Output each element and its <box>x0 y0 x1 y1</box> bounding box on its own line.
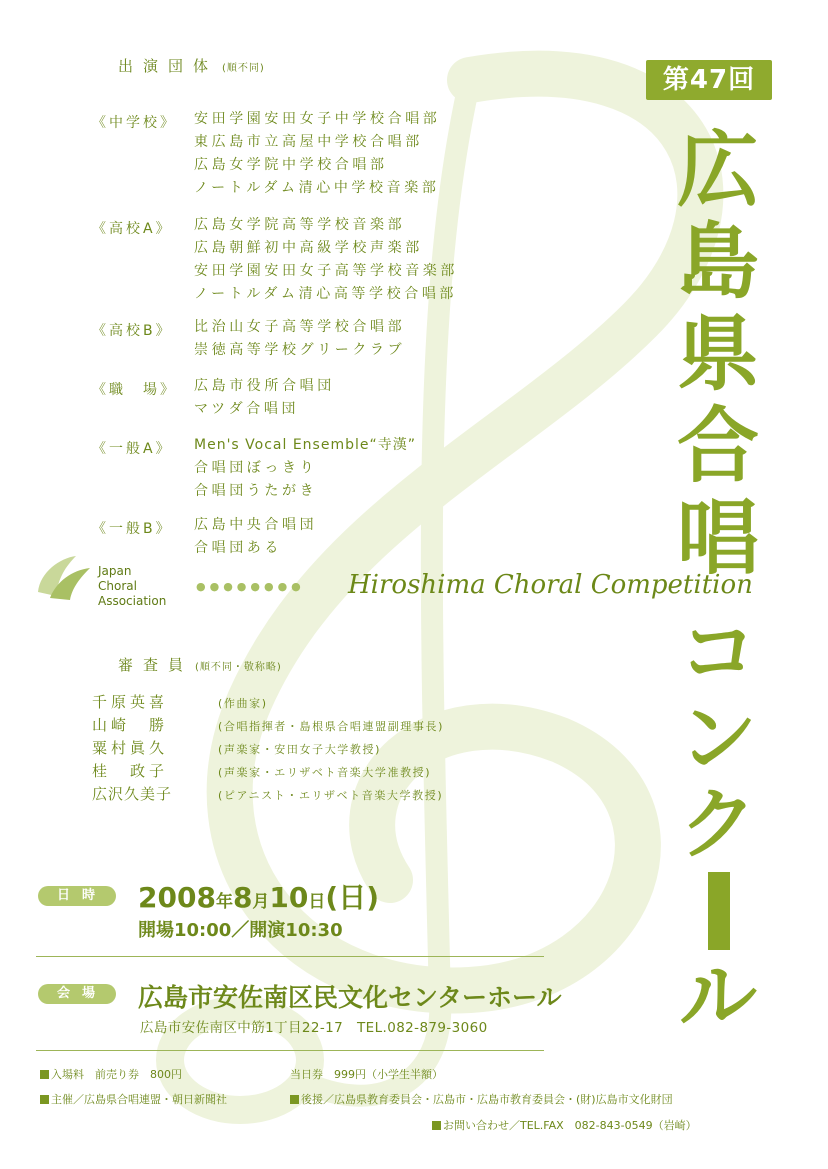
open-time: 開場10:00／開演10:30 <box>138 920 343 941</box>
judge-name: 桂 政子 <box>92 762 169 780</box>
group-name: 合唱団うたがき <box>194 483 318 499</box>
venue-name: 広島市安佐南区民文化センターホール <box>138 983 562 1012</box>
title-char: 唱 <box>676 491 759 586</box>
group-list-high-school-a <box>194 214 458 306</box>
group-name: 広島朝鮮初中高級学校声楽部 <box>194 240 423 256</box>
contact-text: お問い合わせ／TEL.FAX 082-843-0549（岩崎） <box>443 1119 697 1132</box>
group-name: 広島女学院中学校合唱部 <box>194 157 388 173</box>
group-name: マツダ合唱団 <box>194 401 300 417</box>
title-char: 広 <box>676 123 759 218</box>
judge-role: (声楽家・エリザベト音楽大学准教授) <box>218 766 432 779</box>
judge-role: (合唱指揮者・島根県合唱連盟副理事長) <box>218 720 444 733</box>
title-char: コ <box>678 608 757 698</box>
title-char: 合 <box>676 399 759 494</box>
group-name: 比治山女子高等学校合唱部 <box>194 319 406 335</box>
group-list-junior-high <box>194 108 440 200</box>
performers-title: 出演団体 <box>118 57 219 75</box>
title-chouon-bar <box>708 872 730 950</box>
category-high-school-b: 《高校B》 <box>92 323 173 339</box>
group-name: 東広島市立高屋中学校合唱部 <box>194 134 423 150</box>
group-name: ノートルダム清心中学校音楽部 <box>194 180 440 196</box>
group-list-high-school-b <box>194 316 405 362</box>
divider <box>36 956 544 957</box>
performers-note: (順不同) <box>222 63 265 74</box>
group-name: 合唱団ある <box>194 540 282 556</box>
organizer-info <box>40 1091 227 1107</box>
group-name: 安田学園安田女子高等学校音楽部 <box>194 263 458 279</box>
category-general-a: 《一般A》 <box>92 441 173 457</box>
english-title: Hiroshima Choral Competition <box>348 570 753 600</box>
logo-line: Choral <box>98 579 137 593</box>
date-month-unit: 月 <box>252 892 270 912</box>
square-bullet-icon <box>290 1095 299 1104</box>
group-list-workplace <box>194 375 335 421</box>
jca-logo-icon <box>30 552 96 602</box>
group-name: 安田学園安田女子中学校合唱部 <box>194 111 441 127</box>
admission-text: 入場料 前売り券 800円 <box>51 1068 182 1081</box>
group-list-general-b <box>194 514 317 560</box>
judges-title: 審査員 <box>118 656 194 674</box>
logo-line: Japan <box>98 564 132 578</box>
group-name: ノートルダム清心高等学校合唱部 <box>194 286 458 302</box>
date-day: 10 <box>269 881 309 914</box>
judge-name: 広沢久美子 <box>92 785 173 803</box>
contact-info <box>432 1117 697 1133</box>
divider <box>36 1050 544 1051</box>
judge-role: (ピアニスト・エリザベト音楽大学教授) <box>218 789 444 802</box>
square-bullet-icon <box>40 1095 49 1104</box>
date-weekday: (日) <box>325 881 379 914</box>
title-char: 県 <box>676 307 759 402</box>
judge-name: 山崎 勝 <box>92 716 169 734</box>
dot-separator: ●●●●●●●● <box>196 580 305 593</box>
group-name: 広島市役所合唱団 <box>194 378 335 394</box>
organizer-text: 主催／広島県合唱連盟・朝日新聞社 <box>51 1093 227 1106</box>
same-day-info: 当日券 999円（小学生半額） <box>290 1068 443 1081</box>
judge-name: 千原英喜 <box>92 693 169 711</box>
title-char: ン <box>678 694 757 784</box>
date-month: 8 <box>232 881 253 914</box>
square-bullet-icon <box>40 1070 49 1079</box>
judges-heading <box>118 654 282 675</box>
logo-line: Association <box>98 594 167 608</box>
judges-note: (順不同・敬称略) <box>195 662 282 673</box>
admission-info <box>40 1066 182 1082</box>
date-year: 2008 <box>138 881 216 914</box>
jca-logo-text <box>98 564 166 609</box>
category-high-school-a: 《高校A》 <box>92 221 173 237</box>
group-name: 広島女学院高等学校音楽部 <box>194 217 406 233</box>
category-workplace: 《職 場》 <box>92 382 177 398</box>
category-junior-high: 《中学校》 <box>92 115 177 131</box>
group-name: 合唱団ぼっきり <box>194 460 318 476</box>
edition-badge: 第47回 <box>646 60 772 100</box>
group-list-general-a <box>194 434 416 503</box>
judge-name: 粟村眞久 <box>92 739 169 757</box>
judge-role: (声楽家・安田女子大学教授) <box>218 743 381 756</box>
performers-heading <box>118 55 265 76</box>
support-info <box>290 1091 673 1107</box>
group-name: 崇徳高等学校グリークラブ <box>194 342 406 358</box>
venue-label: 会場 <box>38 984 116 1004</box>
square-bullet-icon <box>432 1121 441 1130</box>
venue-address: 広島市安佐南区中筋1丁目22-17 TEL.082-879-3060 <box>140 1020 488 1036</box>
judge-role: (作曲家) <box>218 697 268 710</box>
support-text: 後援／広島県教育委員会・広島市・広島市教育委員会・(財)広島市文化財団 <box>301 1093 673 1106</box>
event-date <box>138 876 379 916</box>
title-char: ル <box>678 952 757 1042</box>
date-label: 日時 <box>38 886 116 906</box>
title-char: ク <box>678 780 757 870</box>
date-year-unit: 年 <box>215 892 233 912</box>
group-name: Men's Vocal Ensemble“寺漢” <box>194 437 416 453</box>
category-general-b: 《一般B》 <box>92 521 173 537</box>
date-day-unit: 日 <box>308 892 326 912</box>
title-char: 島 <box>676 215 759 310</box>
group-name: 広島中央合唱団 <box>194 517 318 533</box>
